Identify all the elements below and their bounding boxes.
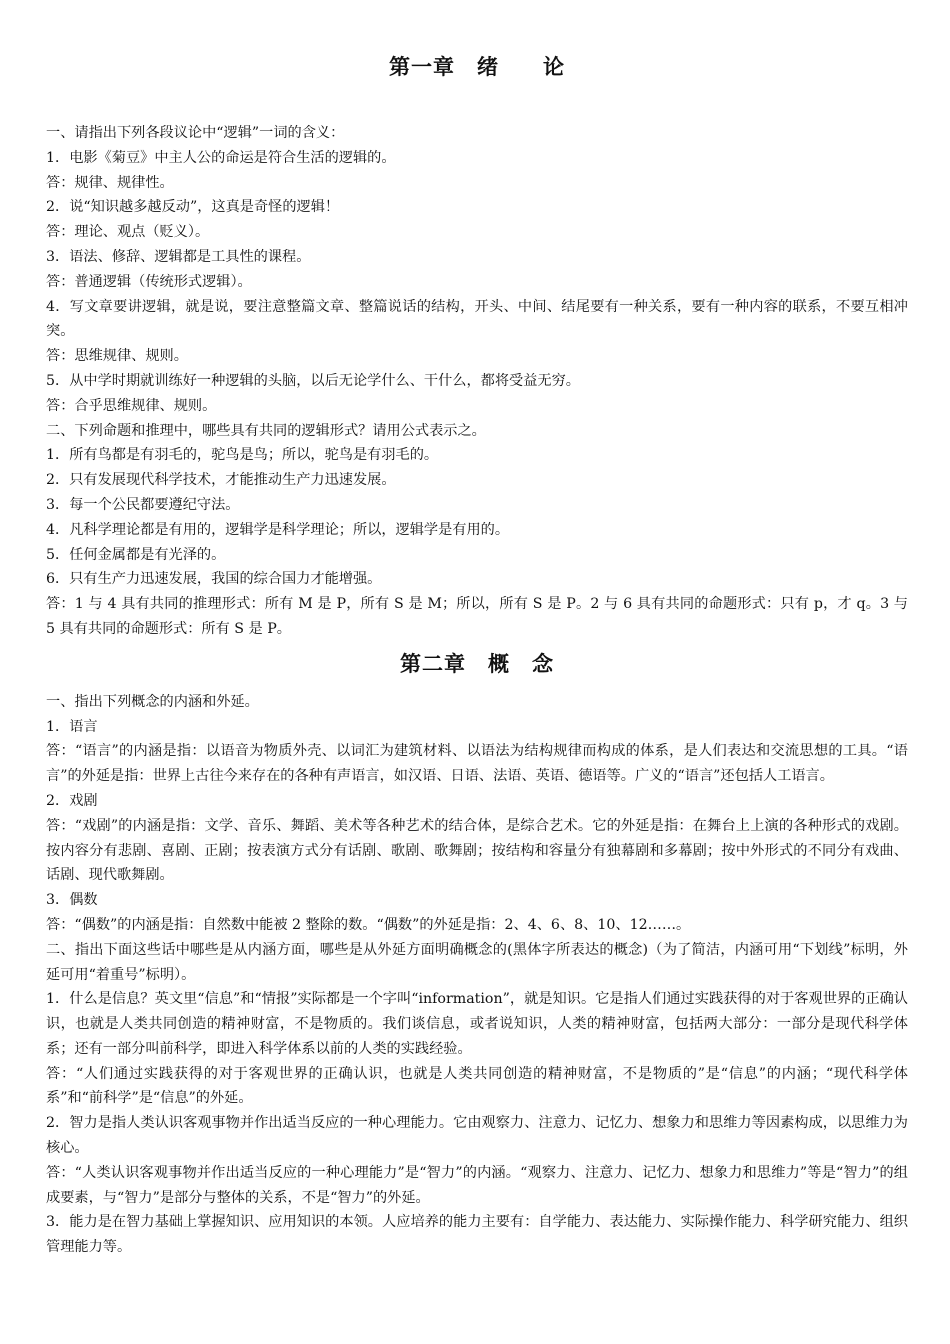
paragraph-line: 3．偶数 <box>46 892 98 909</box>
paragraph-line: 答：“人类认识客观事物并作出适当反应的一种心理能力”是“智力”的内涵。“观察力、注意力、记忆力、想象力和思维力”等是“智力”的组成要素，与“智力”是部分与整体的关系，不是“智力”的外延。 <box>46 1164 908 1206</box>
paragraph-line: 1．电影《菊豆》中主人公的命运是符合生活的逻辑的。 <box>46 149 396 166</box>
paragraph-line: 3．每一个公民都要遵纪守法。 <box>46 496 240 513</box>
paragraph-line: 3．能力是在智力基础上掌握知识、应用知识的本领。人应培养的能力主要有：自学能力、表达能力、实际操作能力、科学研究能力、组织管理能力等。 <box>46 1214 908 1256</box>
paragraph-line: 1．什么是信息？英文里“信息”和“情报”实际都是一个字叫“information”，就是知识。它是指人们通过实践获得的对于客观世界的正确认识，也就是人类共同创造的精神财富，不是物质的。我们谈信息，或者说知识，人类的精神财富，包括两大部分：一部分是现代科学体系；还有一部分叫前科学，即进入科学体系以前的人类的实践经验。 <box>46 991 908 1057</box>
paragraph-line: 答：理论、观点（贬义）。 <box>46 224 210 241</box>
paragraph-line: 答：“戏剧”的内涵是指：文学、音乐、舞蹈、美术等各种艺术的结合体，是综合艺术。它的外延是指：在舞台上上演的各种形式的戏剧。按内容分有悲剧、喜剧、正剧；按表演方式分有话剧、歌剧、歌舞剧；按结构和容量分有独幕剧和多幕剧；按中外形式的不同分有戏曲、话剧、现代歌舞剧。 <box>46 817 908 884</box>
paragraph-line: 答：普通逻辑（传统形式逻辑）。 <box>46 273 252 290</box>
paragraph-line: 一、指出下列概念的内涵和外延。 <box>46 693 259 710</box>
paragraph-line: 1．所有鸟都是有羽毛的，驼鸟是鸟；所以，驼鸟是有羽毛的。 <box>46 447 439 464</box>
document-page <box>46 0 908 1260</box>
paragraph-line: 二、指出下面这些话中哪些是从内涵方面，哪些是从外延方面明确概念的(黑体字所表达的概念)（为了简洁，内涵可用“下划线”标明，外延可用“着重号”标明）。 <box>46 941 908 983</box>
paragraph-line: 6．只有生产力迅速发展，我国的综合国力才能增强。 <box>46 571 382 588</box>
paragraph-line: 一、请指出下列各段议论中“逻辑”一词的含义： <box>46 125 345 141</box>
paragraph-line: 2．戏剧 <box>46 792 98 809</box>
paragraph-line: 4．写文章要讲逻辑，就是说，要注意整篇文章、整篇说话的结构，开头、中间、结尾要有一种关系，要有一种内容的联系，不要互相冲突。 <box>46 298 908 340</box>
paragraph-line: 答：1 与 4 具有共同的推理形式：所有 M 是 P，所有 S 是 M；所以，所有 S 是 P。2 与 6 具有共同的命题形式：只有 p，才 q。3 与 5 具有共同的命题形式：所有 S 是 P。 <box>46 596 908 637</box>
chapter2-title: 第二章 概 念 <box>400 650 554 676</box>
paragraph-line: 答：“偶数”的内涵是指：自然数中能被 2 整除的数。“偶数”的外延是指：2、4、6、8、10、12……。 <box>46 916 691 933</box>
paragraph-line: 答：思维规律、规则。 <box>46 348 188 365</box>
paragraph-line: 二、下列命题和推理中，哪些具有共同的逻辑形式？请用公式表示之。 <box>46 422 486 439</box>
paragraph-line: 2．智力是指人类认识客观事物并作出适当反应的一种心理能力。它由观察力、注意力、记忆力、想象力和思维力等因素构成，以思维力为核心。 <box>46 1115 908 1157</box>
chapter1-body <box>46 121 908 642</box>
chapter1-title: 第一章 绪 论 <box>389 54 565 79</box>
paragraph-line: 5．任何金属都是有光泽的。 <box>46 546 226 563</box>
paragraph-line: 答：规律、规律性。 <box>46 174 174 191</box>
paragraph-line: 答：合乎思维规律、规则。 <box>46 397 217 414</box>
paragraph-line: 4．凡科学理论都是有用的，逻辑学是科学理论；所以，逻辑学是有用的。 <box>46 521 510 538</box>
paragraph-line: 2．说“知识越多越反动”，这真是奇怪的逻辑！ <box>46 199 340 216</box>
paragraph-line: 答：“语言”的内涵是指：以语音为物质外壳、以词汇为建筑材料、以语法为结构规律而构成的体系，是人们表达和交流思想的工具。“语言”的外延是指：世界上古往今来存在的各种有声语言，如汉语、日语、法语、英语、德语等。广义的“语言”还包括人工语言。 <box>46 743 908 785</box>
paragraph-line: 2．只有发展现代科学技术，才能推动生产力迅速发展。 <box>46 472 396 489</box>
paragraph-line: 1．语言 <box>46 718 98 735</box>
paragraph-line: 3．语法、修辞、逻辑都是工具性的课程。 <box>46 248 311 265</box>
paragraph-line: 5．从中学时期就训练好一种逻辑的头脑，以后无论学什么、干什么，都将受益无穷。 <box>46 372 580 389</box>
paragraph-line: 答：“人们通过实践获得的对于客观世界的正确认识，也就是人类共同创造的精神财富，不是物质的”是“信息”的内涵；“现代科学体系”和“前科学”是“信息”的外延。 <box>46 1065 908 1107</box>
chapter2-body <box>46 690 908 1260</box>
